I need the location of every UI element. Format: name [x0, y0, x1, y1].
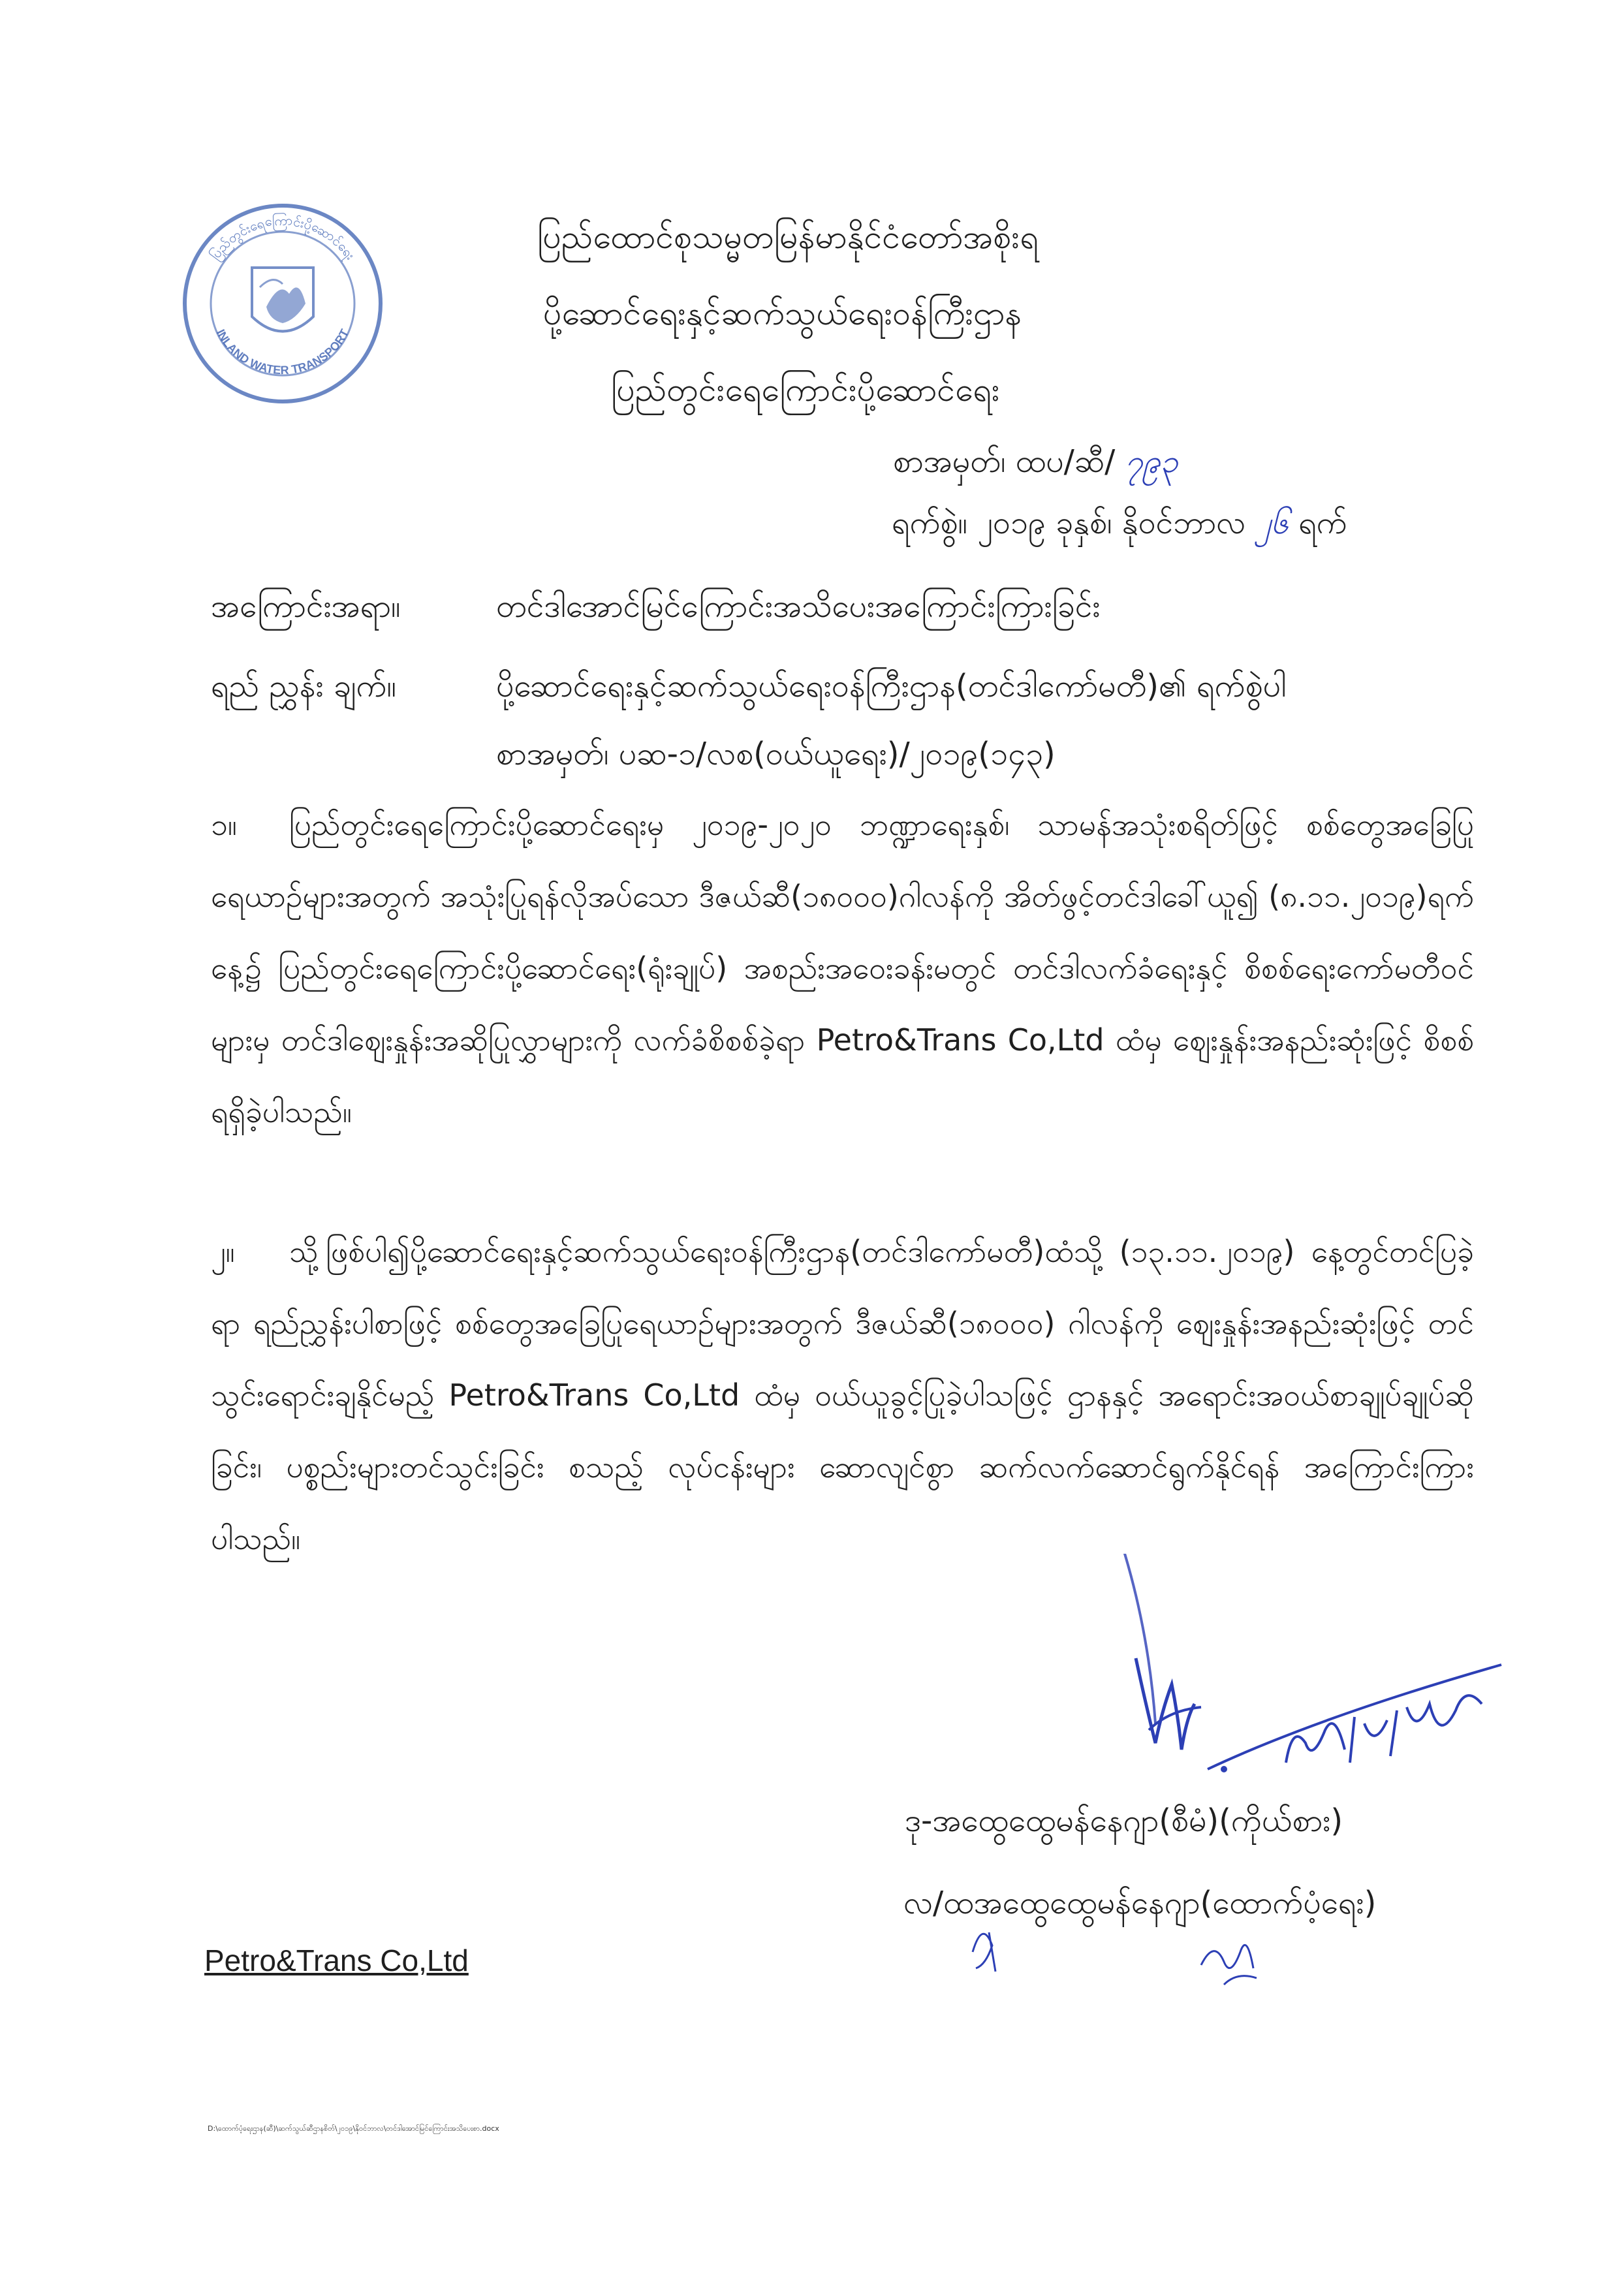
- paragraph-number: ၂။: [211, 1234, 235, 1269]
- header-ministry: ပို့ဆောင်ရေးနှင့်ဆက်သွယ်ရေးဝန်ကြီးဌာန: [543, 294, 1022, 332]
- inland-water-transport-seal-logo: [175, 196, 390, 411]
- date-suffix: ရက်: [1288, 505, 1347, 541]
- date-handwritten-day: ၂၆: [1255, 505, 1289, 541]
- svg-text:INLAND WATER TRANSPORT: [214, 327, 351, 377]
- letter-date: [892, 500, 1347, 546]
- subject-label: အကြောင်းအရာ။: [211, 588, 401, 625]
- paragraph-number: ၁။: [211, 807, 237, 842]
- reference-letter-number: စာအမှတ်၊ ပဆ-၁/လစ(ဝယ်ယူရေး)/၂၀၁၉(၁၄၃): [496, 736, 1056, 772]
- header-department: ပြည်တွင်းရေကြောင်းပို့ဆောင်ရေး: [611, 371, 1000, 409]
- handwritten-initials: [966, 1906, 1279, 1998]
- recipient-company: Petro&Trans Co,Ltd: [204, 1943, 469, 1977]
- paragraph-2: [211, 1216, 1474, 1575]
- reference-number: [893, 439, 1178, 484]
- reference-prefix: စာအမှတ်၊ ထပ/ဆီ/: [893, 443, 1125, 480]
- footer-file-path: D:\ထောက်ပံ့ရေးဌာန(ဆီ)\ဆက်သွယ်ဆီဌာနစိတ်\၂၀၁၉\နိုဝင်ဘာလ\တင်ဒါအောင်မြင်ကြောင်းအသိပေးစာ.docx: [208, 2124, 499, 2133]
- reference-handwritten-number: ၇၉၃: [1125, 443, 1178, 480]
- paragraph-text: ပြည်တွင်းရေကြောင်းပို့ဆောင်ရေးမှ ၂၀၁၉-၂၀၂၀ ဘဏ္ဍာရေးနှစ်၊ သာမန်အသုံးစရိတ်ဖြင့် စစ်တွေအခြေပြုရေယာဉ်များအတွက် အသုံးပြုရန်လိုအပ်သော ဒီဇယ်ဆီ(၁၈၀၀၀)ဂါလန်ကို အိတ်ဖွင့်တင်ဒါခေါ်ယူ၍ (၈.၁၁.၂၀၁၉)ရက်နေ့၌ ပြည်တွင်းရေကြောင်းပို့ဆောင်ရေး(ရုံးချုပ်) အစည်းအဝေးခန်းမတွင် တင်ဒါလက်ခံရေးနှင့် စိစစ်ရေးကော်မတီဝင်များမှ တင်ဒါဈေးနှုန်းအဆိုပြုလွှာများကို လက်ခံစိစစ်ခဲ့ရာ Petro&Trans Co,Ltd ထံမှ ဈေးနှုန်းအနည်းဆုံးဖြင့် စိစစ်ရရှိခဲ့ပါသည်။: [211, 807, 1474, 1129]
- signatory-title: လ/ထအထွေထွေမန်နေဂျာ(ထောက်ပံ့ရေး): [903, 1885, 1377, 1921]
- reference-label: ရည် ညွှန်း ချက်။: [211, 668, 397, 704]
- seal-top-text: ပြည်တွင်းရေကြောင်းပို့ဆောင်ရေး: [207, 212, 358, 263]
- paragraph-text: သို့ဖြစ်ပါ၍ပို့ဆောင်ရေးနှင့်ဆက်သွယ်ရေးဝန်ကြီးဌာန(တင်ဒါကော်မတီ)ထံသို့ (၁၃.၁၁.၂၀၁၉) နေ့တွင်တင်ပြခဲ့ရာ ရည်ညွှန်းပါစာဖြင့် စစ်တွေအခြေပြုရေယာဉ်များအတွက် ဒီဇယ်ဆီ(၁၈၀၀၀) ဂါလန်ကို ဈေးနှုန်းအနည်းဆုံးဖြင့် တင်သွင်းရောင်းချနိုင်မည့် Petro&Trans Co,Ltd ထံမှ ဝယ်ယူခွင့်ပြုခဲ့ပါသဖြင့် ဌာနနှင့် အရောင်းအဝယ်စာချုပ်ချုပ်ဆိုခြင်း၊ ပစ္စည်းများတင်သွင်းခြင်း စသည့် လုပ်ငန်းများ ဆောလျင်စွာ ဆက်လက်ဆောင်ရွက်နိုင်ရန် အကြောင်းကြားပါသည်။: [211, 1234, 1474, 1556]
- handwritten-signature: [1110, 1554, 1567, 1815]
- paragraph-1: [211, 789, 1474, 1148]
- reference-text: ပို့ဆောင်ရေးနှင့်ဆက်သွယ်ရေးဝန်ကြီးဌာန(တင်ဒါကော်မတီ)၏ ရက်စွဲပါ: [496, 668, 1287, 704]
- signatory-name: ဒု-အထွေထွေမန်နေဂျာ(စီမံ)(ကိုယ်စား): [905, 1802, 1343, 1839]
- seal-bottom-text: INLAND WATER TRANSPORT: [213, 326, 352, 377]
- date-prefix: ရက်စွဲ။ ၂၀၁၉ ခုနှစ်၊ နိုဝင်ဘာလ: [892, 505, 1256, 541]
- subject-text: တင်ဒါအောင်မြင်ကြောင်းအသိပေးအကြောင်းကြားခြင်း: [496, 588, 1101, 625]
- header-government: ပြည်ထောင်စုသမ္မတမြန်မာနိုင်ငံတော်အစိုးရ: [537, 218, 1039, 256]
